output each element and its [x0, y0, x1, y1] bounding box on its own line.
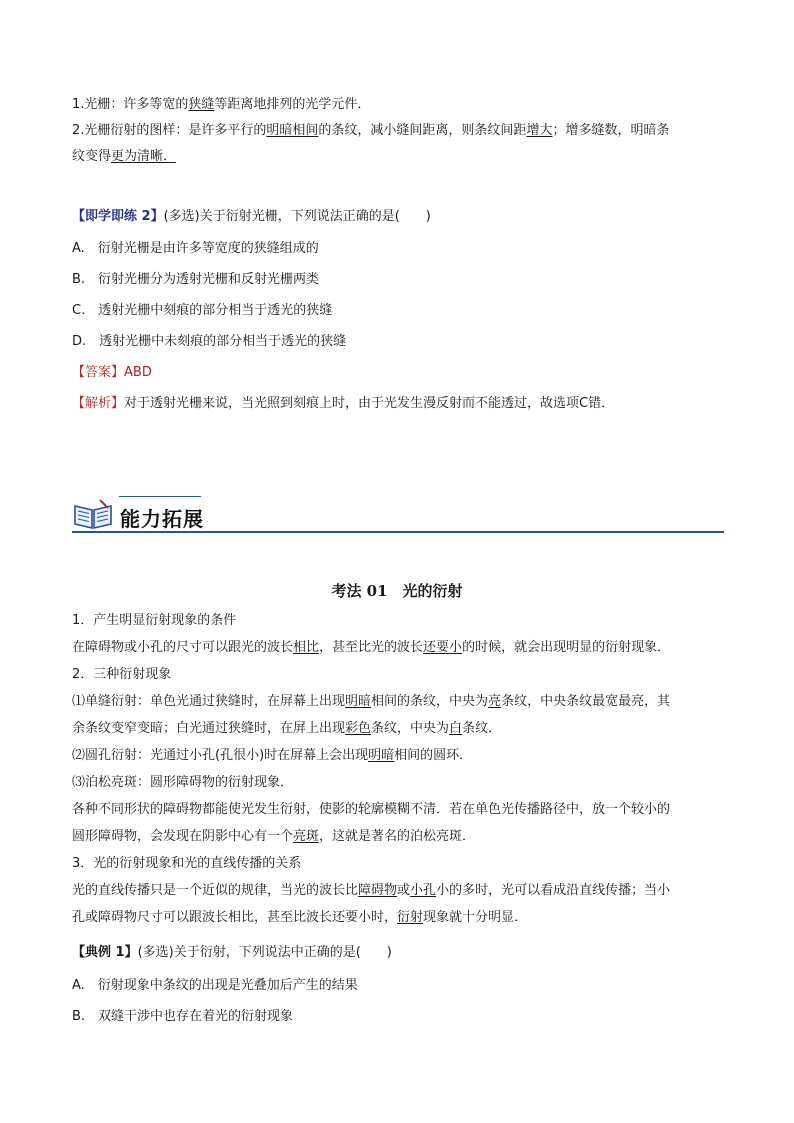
content-heading-1: 1．产生明显衍射现象的条件 — [72, 613, 237, 628]
content-paragraph-6b — [72, 909, 732, 927]
underlined-text: 衍射 — [397, 910, 424, 925]
text: 余条纹变窄变暗；白光通过狭缝时，在屏上出现 — [72, 721, 346, 736]
text: 现象就十分明显． — [423, 910, 528, 925]
underlined-text: 还要小 — [423, 640, 463, 655]
analysis-tag: 【解析】 — [72, 396, 125, 411]
option-c: C. 透射光栅中刻痕的部分相当于透光的狭缝 — [72, 303, 333, 318]
heading-title: 能力拓展 — [120, 507, 204, 531]
content-paragraph-3 — [72, 747, 732, 765]
text: ⑵圆孔衍射：光通过小孔(孔很小)时在屏幕上会出现 — [72, 748, 369, 763]
underlined-text: 亮斑 — [293, 829, 320, 844]
text: 等距离地排列的光学元件． — [214, 97, 371, 112]
answer-tag: 【答案】 — [72, 365, 125, 380]
example-tag: 【典例 1】 — [72, 945, 138, 960]
section-heading — [72, 494, 724, 536]
example-option-b: B. 双缝干涉中也存在着光的衍射现象 — [72, 1009, 294, 1024]
text: 2.光栅衍射的图样：是许多平行的 — [72, 123, 267, 138]
underlined-text: 彩色 — [345, 721, 372, 736]
content-heading-3: 3．光的衍射现象和光的直线传播的关系 — [72, 856, 302, 871]
content-paragraph-4: ⑶泊松亮斑：圆形障碍物的衍射现象． — [72, 775, 294, 790]
text: 的时候，就会出现明显的衍射现象． — [462, 640, 671, 655]
text: 相间的圆环． — [394, 748, 473, 763]
text: 条纹，中央为 — [371, 721, 450, 736]
heading-rule — [72, 531, 724, 533]
text: 1.光栅：许多等宽的 — [72, 97, 189, 112]
text: 小的多时，光可以看成沿直线传播；当小 — [436, 883, 671, 898]
question-stem: (多选)关于衍射，下列说法中正确的是( ) — [137, 945, 392, 960]
content-paragraph-6 — [72, 882, 732, 900]
text: ；增多缝数，明暗条 — [552, 123, 670, 138]
practice-tag: 【即学即练 2】 — [72, 209, 164, 224]
text: 孔或障碍物尺寸可以跟波长相比，甚至比波长还要小时， — [72, 910, 398, 925]
text: ，这就是著名的泊松亮斑． — [319, 829, 476, 844]
practice-question — [72, 208, 732, 226]
content-heading-2: 2．三种衍射现象 — [72, 667, 172, 682]
answer-line — [72, 364, 732, 382]
intro-line-1 — [72, 96, 732, 114]
text: 条纹，中央条纹最宽最亮，其 — [501, 694, 671, 709]
underlined-text: 更为清晰． — [111, 149, 177, 164]
text: 纹变得 — [72, 149, 112, 164]
open-book-icon — [72, 498, 114, 530]
text: 圆形障碍物，会发现在阴影中心有一个 — [72, 829, 294, 844]
heading-top-line — [119, 496, 201, 497]
text: 或 — [397, 883, 411, 898]
underlined-text: 明暗 — [345, 694, 372, 709]
underlined-text: 白 — [449, 721, 463, 736]
option-a: A. 衍射光栅是由许多等宽度的狭缝组成的 — [72, 241, 319, 256]
content-paragraph-2b — [72, 720, 732, 738]
text: ，甚至比光的波长 — [319, 640, 424, 655]
content-paragraph-5b — [72, 828, 732, 846]
underlined-text: 明暗相间 — [266, 123, 319, 138]
text: ⑴单缝衍射：单色光通过狭缝时，在屏幕上出现 — [72, 694, 346, 709]
underlined-text: 相比 — [293, 640, 320, 655]
option-b: B. 衍射光栅分为透射光栅和反射光栅两类 — [72, 272, 320, 287]
text: 的条纹，减小缝间距离，则条纹间距 — [318, 123, 527, 138]
option-d: D. 透射光栅中未刻痕的部分相当于透光的狭缝 — [72, 334, 347, 349]
content-paragraph-2 — [72, 693, 732, 711]
intro-line-3 — [72, 148, 732, 166]
intro-line-2 — [72, 122, 732, 140]
example-option-a: A. 衍射现象中条纹的出现是光叠加后产生的结果 — [72, 978, 358, 993]
section-title: 考法 01 光的衍射 — [331, 582, 463, 600]
text: 在障碍物或小孔的尺寸可以跟光的波长 — [72, 640, 294, 655]
text: 相间的条纹，中央为 — [371, 694, 489, 709]
analysis-text: 对于透射光栅来说，当光照到刻痕上时，由于光发生漫反射而不能透过，故选项C错． — [124, 396, 615, 411]
underlined-text: 障碍物 — [358, 883, 398, 898]
content-paragraph-5: 各种不同形状的障碍物都能使光发生衍射，使影的轮廓模糊不清．若在单色光传播路径中，放一个较小的 — [72, 802, 671, 817]
underlined-text: 增大 — [526, 123, 553, 138]
underlined-text: 小孔 — [410, 883, 437, 898]
example-question — [72, 944, 732, 962]
underlined-text: 明暗 — [368, 748, 395, 763]
analysis-line — [72, 395, 732, 413]
underlined-text: 亮 — [488, 694, 502, 709]
answer-value: ABD — [124, 365, 152, 380]
text: 光的直线传播只是一个近似的规律，当光的波长比 — [72, 883, 359, 898]
underlined-text: 狭缝 — [188, 97, 215, 112]
content-paragraph-1 — [72, 639, 732, 657]
question-stem: (多选)关于衍射光栅，下列说法正确的是( ) — [163, 209, 431, 224]
text: 条纹． — [462, 721, 502, 736]
